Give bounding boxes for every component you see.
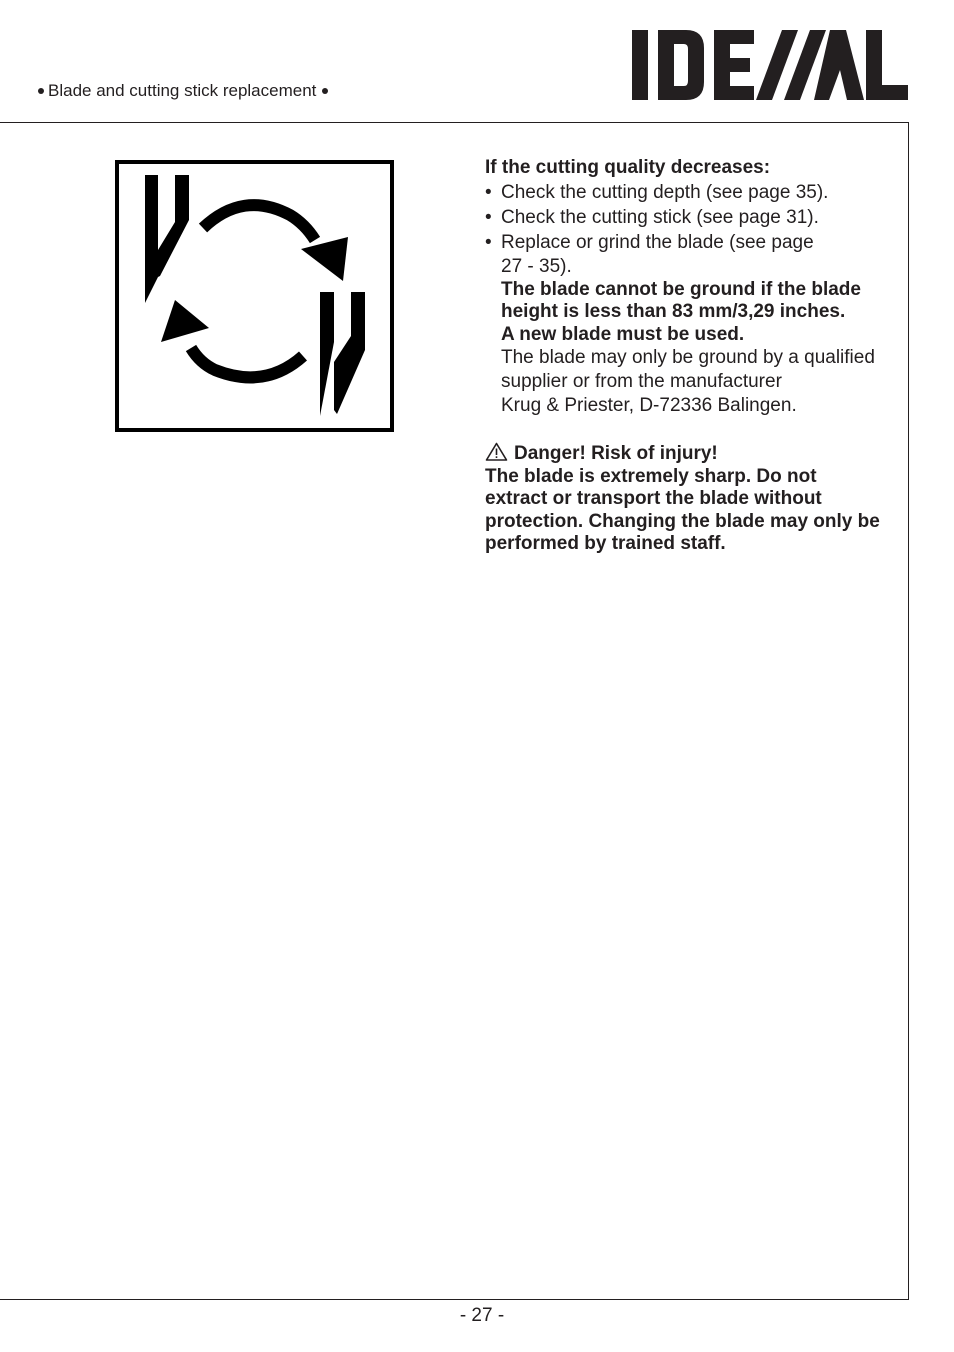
- quality-heading: If the cutting quality decreases:: [485, 157, 771, 178]
- list-item: [485, 181, 905, 205]
- warning-triangle-icon: [485, 442, 508, 461]
- ideal-logo: [632, 28, 908, 102]
- list-item: [485, 206, 905, 230]
- top-rule: [0, 122, 909, 123]
- danger-line: protection. Changing the blade may only be: [485, 510, 880, 532]
- bullet-text: Replace or grind the blade (see page: [501, 231, 814, 253]
- right-rule: [908, 122, 909, 1300]
- bullet-dot: [38, 88, 44, 94]
- section-title: Blade and cutting stick replacement: [48, 81, 317, 100]
- bullet-text: Check the cutting stick (see page 31).: [501, 206, 819, 228]
- danger-line: performed by trained staff.: [485, 533, 726, 554]
- danger-heading: [485, 442, 905, 466]
- section-header: [38, 80, 328, 102]
- danger-line: The blade is extremely sharp. Do not: [485, 465, 817, 487]
- bullet-dot: [322, 88, 328, 94]
- bottom-rule: [0, 1299, 909, 1300]
- grinding-note-line: supplier or from the manufacturer: [501, 371, 782, 392]
- blade-limit-line: The blade cannot be ground if the blade: [501, 278, 861, 300]
- blade-limit-line: A new blade must be used.: [501, 323, 745, 345]
- grinding-note-line: Krug & Priester, D-72336 Balingen.: [501, 395, 797, 416]
- bullet-mark: •: [485, 231, 492, 253]
- list-item: [485, 231, 905, 255]
- danger-heading-text: Danger! Risk of injury!: [514, 443, 718, 464]
- page-number: - 27 -: [459, 1305, 505, 1326]
- blade-limit-line: height is less than 83 mm/3,29 inches.: [501, 301, 846, 322]
- bullet-mark: •: [485, 206, 492, 228]
- grinding-note-line: The blade may only be ground by a qualified: [501, 347, 875, 368]
- bullet-text: Check the cutting depth (see page 35).: [501, 181, 829, 203]
- danger-line: extract or transport the blade without: [485, 488, 822, 509]
- blade-replace-cycle-icon: [115, 160, 394, 432]
- maintenance-text: [485, 157, 905, 556]
- bullet-continuation: 27 - 35).: [501, 255, 572, 277]
- bullet-mark: •: [485, 181, 492, 203]
